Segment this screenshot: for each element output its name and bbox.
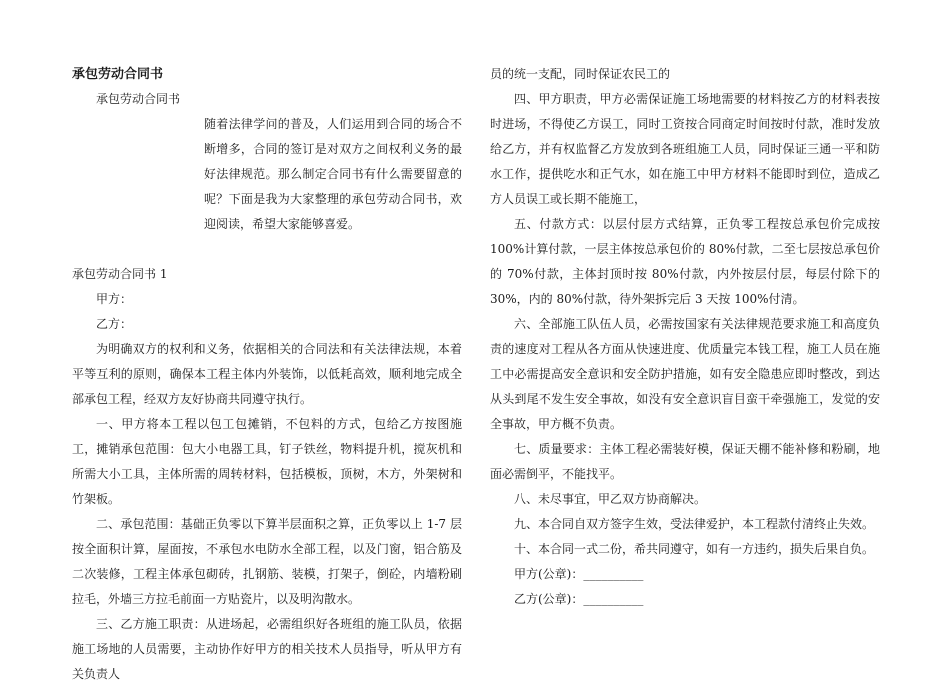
clause-9: 九、本合同自双方签字生效，受法律爱护，本工程款付清终止失效。 bbox=[514, 517, 875, 531]
clause-6: 六、全部施工队伍人员，必需按国家有关法律规范要求施工和高度负责的速度对工程从各方面从快速进度、优质量完本钱工程，施工人员在施工中必需提高安全意识和安全防护措施，如有安全隐患应即时整改，到达从头到尾不发生安全事故，如没有安全意识盲目蛮干牵强施工，发觉的安全事故，甲方概不负责。 bbox=[490, 317, 880, 431]
clause-7: 七、质量要求：主体工程必需装好模，保证天棚不能补修和粉刷，地面必需倒平，不能找平。 bbox=[490, 442, 880, 481]
document-title: 承包劳动合同书 bbox=[72, 67, 164, 82]
clause-1: 一、甲方将本工程以包工包摊销，不包料的方式，包给乙方按图施工，摊销承包范围：包大小电器工具，钉子铁丝，物料提升机，搅灰机和所需大小工具，主体所需的周转材料，包括模板，顶树，木方，外架树和竹架板。 bbox=[72, 417, 462, 506]
preamble-paragraph: 为明确双方的权利和义务，依据相关的合同法和有关法律法规，本着平等互利的原则，确保本工程主体内外装饰，以低耗高效，顺利地完成全部承包工程，经双方友好协商共同遵守执行。 bbox=[72, 342, 462, 406]
party-a-seal: 甲方(公章)：__________ bbox=[514, 567, 644, 581]
left-column bbox=[72, 62, 462, 687]
blank-line bbox=[72, 237, 462, 262]
intro-paragraph: 随着法律学问的普及，人们运用到合同的场合不断增多，合同的签订是对双方之间权利义务的最好法律规范。那么制定合同书有什么需要留意的呢？下面是我为大家整理的承包劳动合同书，欢迎阅读，希望大家能够喜爱。 bbox=[204, 117, 462, 231]
contract-heading: 承包劳动合同书 1 bbox=[72, 267, 168, 281]
subtitle: 承包劳动合同书 bbox=[96, 92, 181, 106]
clause-4: 四、甲方职责，甲方必需保证施工场地需要的材料按乙方的材料表按时进场，不得使乙方误工，同时工资按合同商定时间按时付款，准时发放给乙方，并有权监督乙方发放到各班组施工人员，同时保证三通一平和防水工作，提供吃水和正气水，如在施工中甲方材料不能即时到位，造成乙方人员误工或长期不能施工， bbox=[490, 92, 880, 206]
clause-10: 十、本合同一式二份，希共同遵守，如有一方违约，损失后果自负。 bbox=[514, 542, 875, 556]
clause-3-continued: 员的统一支配，同时保证农民工的 bbox=[490, 67, 671, 81]
party-b-seal: 乙方(公章)：__________ bbox=[514, 592, 644, 606]
clause-5: 五、付款方式：以层付层方式结算，正负零工程按总承包价完成按 100%计算付款，一层主体按总承包价的 80%付款，二至七层按总承包价的 70%付款，主体封顶时按 80%付款，内外按层付层，每层付除下的 30%，内的 80%付款，待外架拆完后 3 天按 100%付清。 bbox=[490, 217, 880, 306]
party-a-line: 甲方： bbox=[96, 292, 133, 306]
clause-2: 二、承包范围：基础正负零以下算半层面积之算，正负零以上 1-7 层按全面积计算，屋面按，不承包水电防水全部工程，以及门窗，铝合筋及二次装修，工程主体承包砌砖，扎钢筋、装模，打架子，倒砼，内墙粉刷拉毛，外墙三方拉毛前面一方贴瓷片，以及明沟散水。 bbox=[72, 517, 462, 606]
clause-3: 三、乙方施工职责：从进场起，必需组织好各班组的施工队员，依据施工场地的人员需要，主动协作好甲方的相关技术人员指导，听从甲方有关负责人 bbox=[72, 617, 462, 681]
clause-8: 八、未尽事宜，甲乙双方协商解决。 bbox=[514, 492, 707, 506]
right-column bbox=[490, 62, 880, 612]
party-b-line: 乙方： bbox=[96, 317, 133, 331]
